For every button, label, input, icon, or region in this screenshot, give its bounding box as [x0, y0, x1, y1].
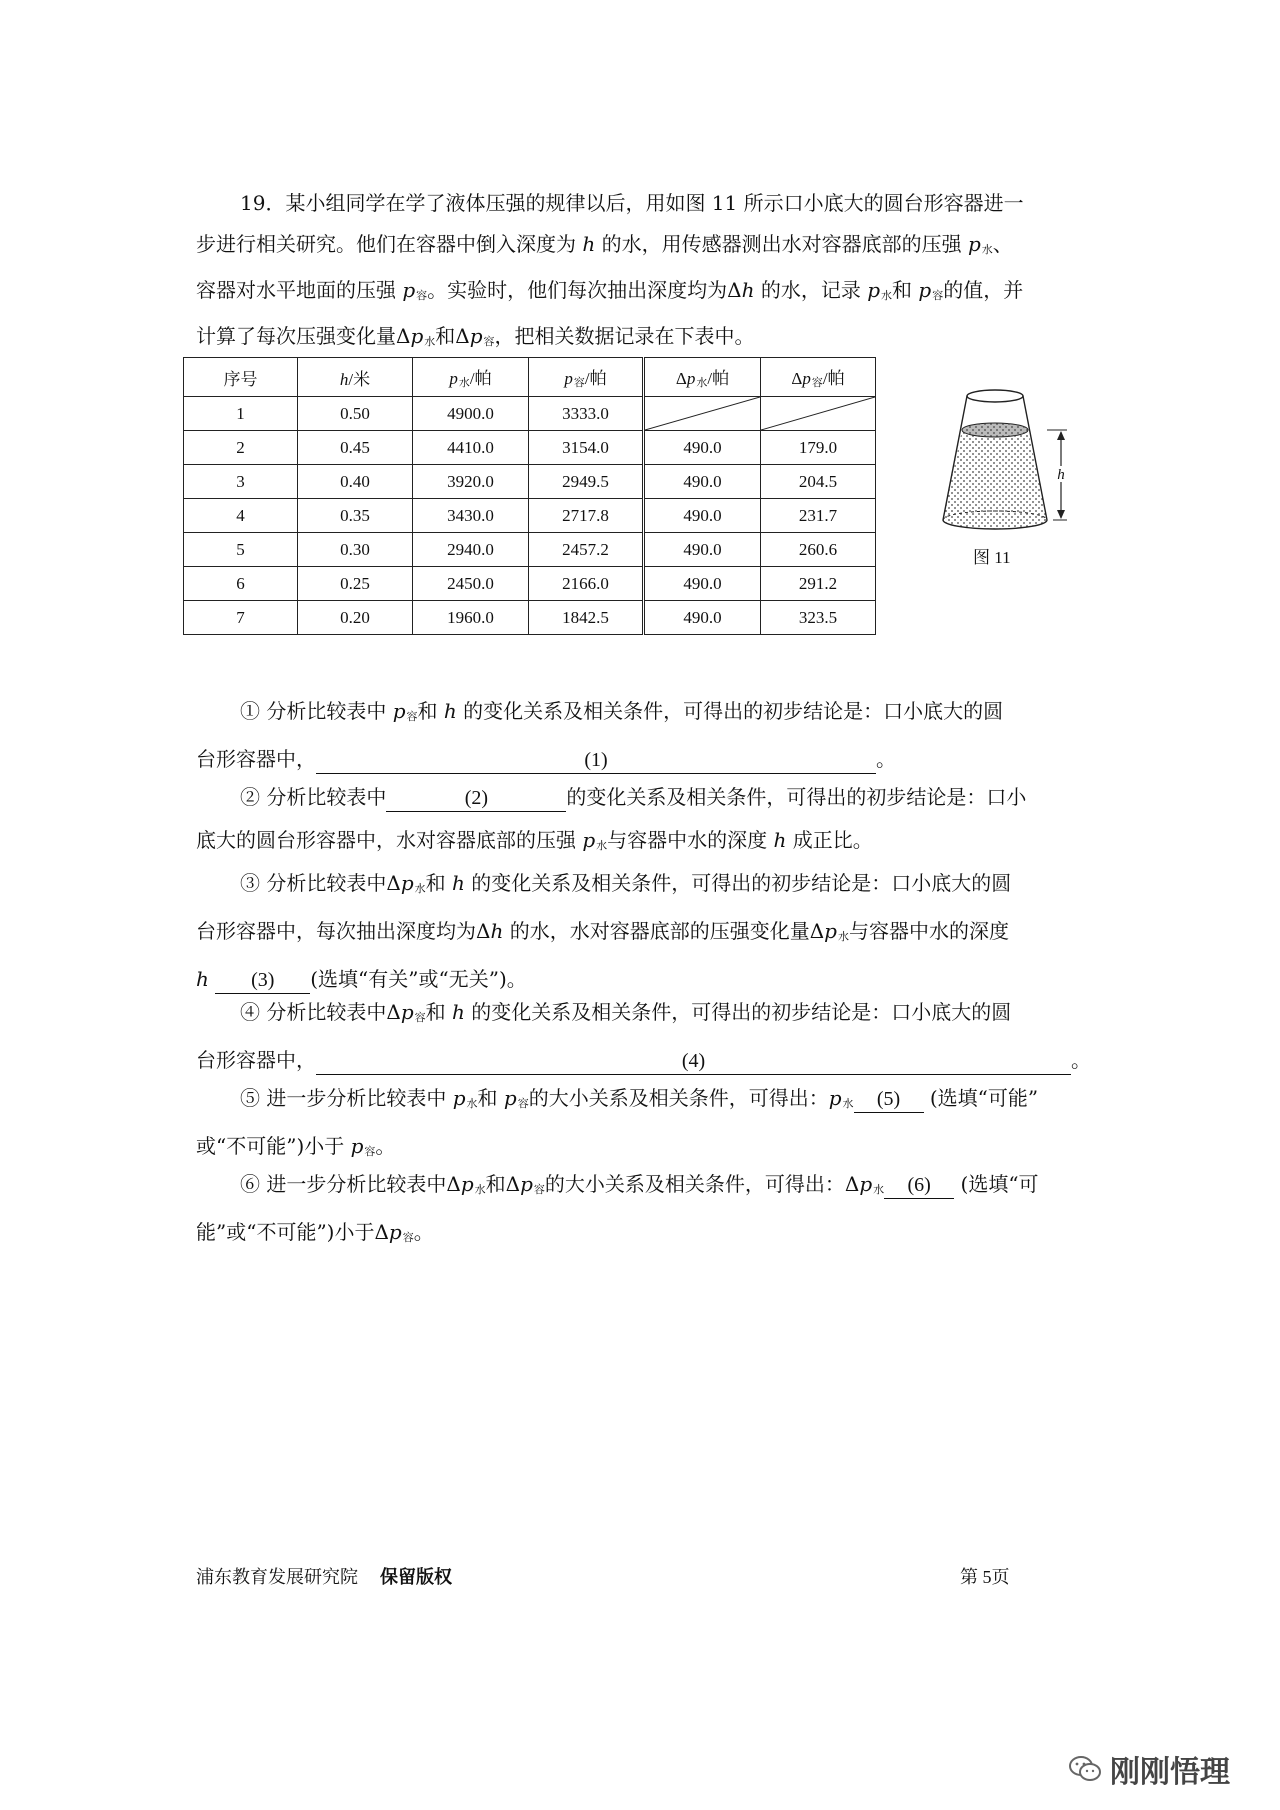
q2-line-2: 底大的圆台形容器中，水对容器底部的压强 $p_水$与容器中水的深度 h 成正比。 — [196, 828, 873, 852]
cell-p-container: 2166.0 — [529, 567, 644, 601]
header-dp-container: $\Delta p_容/$帕 — [761, 358, 876, 397]
diagonal-line — [761, 397, 875, 430]
diagonal-line — [645, 397, 760, 430]
subquestion-1 — [196, 690, 1110, 781]
q6-line-2: 能”或“不可能”)小于$\Delta p_容$。 — [196, 1220, 434, 1244]
subquestion-4 — [196, 991, 1110, 1082]
water-body — [943, 430, 1047, 529]
cell-p-water: 1960.0 — [413, 601, 529, 635]
table-row — [184, 533, 876, 567]
table-row — [184, 397, 876, 431]
header-seq: 序号 — [184, 358, 298, 397]
cell-p-water: 2450.0 — [413, 567, 529, 601]
cell-seq: 7 — [184, 601, 298, 635]
cell-seq: 2 — [184, 431, 298, 465]
intro-line-2: 步进行相关研究。他们在容器中倒入深度为 h 的水，用传感器测出水对容器底部的压强 $p_水$、 — [196, 232, 1013, 256]
cell-p-container: 3154.0 — [529, 431, 644, 465]
cell-seq: 6 — [184, 567, 298, 601]
q4-line-2: 台形容器中， (4) 。 — [196, 1039, 1110, 1082]
cell-dp-water: 490.0 — [644, 431, 761, 465]
cell-dp-container: 291.2 — [761, 567, 876, 601]
data-table — [183, 357, 876, 635]
cell-p-water: 2940.0 — [413, 533, 529, 567]
q4-line-1: ④ 分析比较表中$\Delta p_容$和 h 的变化关系及相关条件，可得出的初步结论是：口小底大的圆 — [240, 1000, 1012, 1024]
intro-line-3: 容器对水平地面的压强 $p_容$。实验时，他们每次抽出深度均为Δh 的水，记录 $p_水$和 $p_容$的值，并 — [196, 278, 1024, 302]
cell-p-container: 3333.0 — [529, 397, 644, 431]
water-surface-texture — [962, 423, 1028, 437]
cell-h: 0.50 — [298, 397, 413, 431]
cell-h: 0.20 — [298, 601, 413, 635]
height-arrow-head-top — [1057, 431, 1065, 440]
watermark-text: 刚刚悟理 — [1110, 1755, 1230, 1790]
q3-line-3: h (3) (选填“有关”或“无关”)。 — [196, 958, 1110, 1001]
cell-dp-water: 490.0 — [644, 533, 761, 567]
header-h: h/米 — [298, 358, 413, 397]
cell-seq: 3 — [184, 465, 298, 499]
answer-blank-5[interactable]: (5) — [854, 1086, 924, 1113]
table-row — [184, 499, 876, 533]
cell-seq: 4 — [184, 499, 298, 533]
header-dp-water: $\Delta p_水/$帕 — [644, 358, 761, 397]
answer-blank-4[interactable]: (4) — [316, 1048, 1071, 1075]
cell-dp-water: 490.0 — [644, 601, 761, 635]
intro-line-4: 计算了每次压强变化量$\Delta p_水$和$\Delta p_容$，把相关数据记录在下表中。 — [196, 324, 755, 348]
cell-h: 0.45 — [298, 431, 413, 465]
answer-blank-1[interactable]: (1) — [316, 747, 876, 774]
cell-dp-container: 323.5 — [761, 601, 876, 635]
cell-dp-container: 179.0 — [761, 431, 876, 465]
cell-dp-container: 260.6 — [761, 533, 876, 567]
q5-line-1: ⑤ 进一步分析比较表中 $p_水$和 $p_容$的大小关系及相关条件，可得出：$p_水$ (5) (选填“可能” — [196, 1077, 1110, 1125]
q1-line-1: ① 分析比较表中 $p_容$和 h 的变化关系及相关条件，可得出的初步结论是：口小底大的圆 — [240, 699, 1004, 723]
subquestion-2 — [196, 776, 1110, 867]
q2-line-1: ② 分析比较表中 (2) 的变化关系及相关条件，可得出的初步结论是：口小 — [196, 776, 1110, 819]
answer-blank-6[interactable]: (6) — [884, 1172, 954, 1199]
table-row — [184, 601, 876, 635]
cell-h: 0.40 — [298, 465, 413, 499]
table-row — [184, 567, 876, 601]
container-top-rim — [967, 390, 1023, 402]
height-label: h — [1057, 467, 1065, 483]
cell-p-water: 4900.0 — [413, 397, 529, 431]
question-19-intro — [196, 183, 1110, 362]
cell-p-container: 2949.5 — [529, 465, 644, 499]
cell-seq: 5 — [184, 533, 298, 567]
page-number: 第 5页 — [960, 1567, 1010, 1587]
cell-h: 0.30 — [298, 533, 413, 567]
watermark — [1068, 1747, 1230, 1791]
cell-dp-container: 204.5 — [761, 465, 876, 499]
subquestion-3 — [196, 862, 1110, 1001]
q3-line-1: ③ 分析比较表中$\Delta p_水$和 h 的变化关系及相关条件，可得出的初步结论是：口小底大的圆 — [240, 871, 1012, 895]
header-p-water: $p_水/$帕 — [413, 358, 529, 397]
cell-empty-diagonal — [761, 397, 876, 431]
intro-line-1: 19．某小组同学在学了液体压强的规律以后，用如图 11 所示口小底大的圆台形容器进一 — [240, 191, 1024, 215]
cell-h: 0.25 — [298, 567, 413, 601]
q3-line-2: 台形容器中，每次抽出深度均为Δh 的水，水对容器底部的压强变化量$\Delta p_水$与容器中水的深度 — [196, 919, 1009, 943]
cell-dp-container: 231.7 — [761, 499, 876, 533]
table-header-row — [184, 358, 876, 397]
answer-blank-3[interactable]: (3) — [215, 967, 310, 994]
cell-p-container: 1842.5 — [529, 601, 644, 635]
table-row — [184, 431, 876, 465]
q5-line-2: 或“不可能”)小于 $p_容$。 — [196, 1134, 396, 1158]
cell-h: 0.35 — [298, 499, 413, 533]
height-arrow-head-bottom — [1057, 510, 1065, 519]
subquestion-5 — [196, 1077, 1110, 1173]
cell-dp-water: 490.0 — [644, 465, 761, 499]
table-row — [184, 465, 876, 499]
truncated-cone-container-figure — [935, 386, 1095, 576]
subquestion-6 — [196, 1163, 1110, 1259]
cell-empty-diagonal — [644, 397, 761, 431]
cell-dp-water: 490.0 — [644, 567, 761, 601]
cell-p-container: 2717.8 — [529, 499, 644, 533]
footer-publisher: 浦东教育发展研究院 保留版权 — [196, 1567, 452, 1588]
cell-p-water: 4410.0 — [413, 431, 529, 465]
cell-p-container: 2457.2 — [529, 533, 644, 567]
figure-caption: 图 11 — [973, 548, 1011, 567]
wechat-icon — [1068, 1754, 1102, 1784]
q1-line-2: 台形容器中， (1) 。 — [196, 738, 1110, 781]
cell-p-water: 3430.0 — [413, 499, 529, 533]
header-p-container: $p_容/$帕 — [529, 358, 644, 397]
cell-p-water: 3920.0 — [413, 465, 529, 499]
q6-line-1: ⑥ 进一步分析比较表中$\Delta p_水$和$\Delta p_容$的大小关系及相关条件，可得出：$\Delta p_水$ (6) (选填“可 — [196, 1163, 1110, 1211]
cell-seq: 1 — [184, 397, 298, 431]
cell-dp-water: 490.0 — [644, 499, 761, 533]
answer-blank-2[interactable]: (2) — [386, 785, 566, 812]
